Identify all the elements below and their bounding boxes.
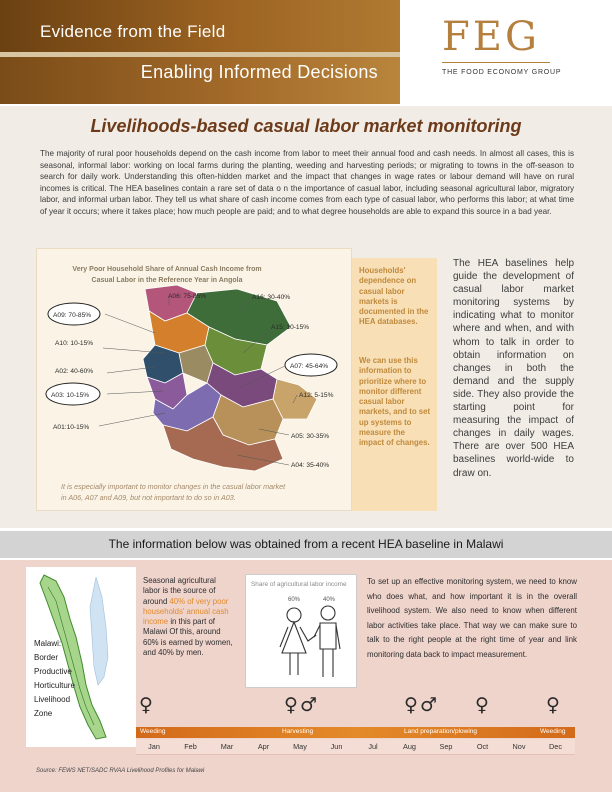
month-label: Feb (184, 742, 197, 751)
female-icon: ♀ (139, 694, 153, 716)
label-a02: A02: 40-60% (55, 368, 94, 375)
activity-bar (136, 727, 575, 738)
logo-subtitle: THE FOOD ECONOMY GROUP (442, 69, 562, 76)
activity-harvesting: Harvesting (282, 728, 314, 735)
hea-baselines-text: The HEA baselines help guide the development of casual labor market monitoring systems by indicating what to monitor where and when, and with whom to talk in order to obtain information on changes in both the demand and the supply side. They also provide the starting point for measuring the impact of changes in daily wages. There are over 500 HEA baselines world-wide to draw on. (453, 258, 574, 479)
map-caption-line-2: in A06, A07 and A09, but not important to do so in A03. (61, 493, 236, 502)
man-figure-torso (320, 623, 336, 649)
header-banner (0, 0, 400, 104)
logo-rule (442, 62, 550, 63)
malawi-label-3: Productive (34, 667, 72, 676)
map-title-line-2: Casual Labor in the Reference Year in Angola (91, 277, 243, 284)
woman-figure-head (287, 608, 301, 622)
female-icon: ♀ (475, 694, 489, 716)
female-icon: ♀ (284, 694, 298, 716)
malawi-label-4: Horticulture (34, 681, 75, 690)
intro-paragraph: The majority of rural poor households depend on the cash income from labor to meet their annual food and cash needs. In almost all cases, this is seasonal, informal labor: working on local farms during the planting, weeding and harvesting periods; or migrating to towns in the off-season to search for daily work. Understanding this often-hidden market and the impact that changes in wage rates or labour demand will have on rural incomes is critical. The HEA baselines contain a rare set of data o n the importance of casual labor, including seasonal agricultural labor, migratory labor, and informal urban labor. They tell us what share of cash income comes from each type of casual labor, who performs this labor; at what time of year it occurs; where it takes place; how much people are paid; and to what degree households are able to expand this source in a bad year. (40, 149, 574, 216)
logo-wordmark: FEG (442, 14, 540, 60)
map-caption (61, 481, 341, 503)
label-a09: A09: 70-85% (53, 312, 92, 319)
seasonal-text-a: Seasonal agricultural labor is the source of around (143, 576, 216, 606)
header-tagline-2: Enabling Informed Decisions (140, 62, 378, 82)
male-icon: ♂ (300, 694, 318, 716)
month-label: Oct (476, 742, 489, 751)
activity-land-preparation: Land preparation/plowing (404, 728, 477, 735)
map-caption-line-1: It is especially important to monitor changes in the casual labor market (61, 482, 286, 491)
label-a04: A04: 35-40% (291, 462, 330, 469)
labor-share-chart (245, 574, 357, 688)
label-a07: A07: 45-64% (290, 363, 329, 370)
month-label: Jan (148, 742, 160, 751)
month-label: Aug (403, 742, 416, 751)
male-icon: ♂ (420, 694, 438, 716)
seasonal-labor-text (143, 576, 235, 658)
page-header (0, 0, 612, 104)
share-men-percent: 40% (323, 597, 336, 603)
side-note-paragraph-2: We can use this information to prioritize where to monitor different casual labor markets, and to set up systems to measure the impact of changes. (359, 356, 431, 448)
malawi-label-2: Border (34, 653, 59, 662)
activity-weeding: Weeding (140, 728, 166, 735)
angola-map (37, 249, 353, 512)
label-a06: A06: 75-85% (168, 293, 207, 300)
man-figure-head (321, 606, 335, 620)
month-label: Apr (257, 742, 270, 751)
source-note: Source: FEWS NET/SADC RVAA Livelihood Profiles for Malawi (36, 768, 205, 774)
label-a10: A10: 10-15% (55, 340, 94, 347)
man-figure-legs (323, 649, 333, 677)
malawi-label-6: Zone (34, 709, 53, 718)
page-title: Livelihoods-based casual labor market monitoring (90, 116, 522, 136)
seasonal-text-b: in this part of Malawi Of this, around 60% is earned by women, and 40% by men. (143, 617, 233, 658)
feg-logo (442, 14, 592, 84)
seasonal-highlight: 40% of very poor households' annual cash income (143, 596, 229, 627)
malawi-label-5: Livelihood (34, 695, 71, 704)
malawi-label-1: Malawi: (34, 639, 62, 648)
label-a16: A16: 30-40% (252, 294, 291, 301)
side-note-box (352, 258, 437, 511)
label-a05: A05: 30-35% (291, 433, 330, 440)
seasonal-calendar (136, 727, 575, 755)
month-label: May (293, 742, 307, 751)
woman-figure-legs (290, 653, 298, 675)
gender-symbols-row (0, 694, 612, 724)
month-label: Jun (330, 742, 343, 751)
share-women-percent: 60% (288, 597, 301, 603)
header-tagline-1: Evidence from the Field (40, 22, 226, 41)
month-label: Nov (512, 742, 526, 751)
month-label: Sep (439, 742, 453, 751)
share-chart-title: Share of agricultural labor income (251, 581, 347, 588)
malawi-banner-text: The information below was obtained from a recent HEA baseline in Malawi (108, 537, 504, 551)
woman-figure-dress (282, 622, 306, 653)
label-a12: A12: 5-15% (299, 392, 334, 399)
map-title-line-1: Very Poor Household Share of Annual Cash Income from (72, 266, 262, 273)
side-note-paragraph-1: Households' dependence on casual labor markets is documented in the HEA databases. (359, 266, 429, 327)
label-a15: A15: 10-15% (271, 324, 310, 331)
activity-weeding-late: Weeding (540, 728, 566, 735)
label-a03: A03: 10-15% (51, 392, 90, 399)
month-label: Dec (549, 742, 562, 751)
month-label: Jul (368, 742, 378, 751)
female-icon: ♀ (546, 694, 560, 716)
month-row (136, 739, 575, 755)
month-label: Mar (220, 742, 234, 751)
label-a01: A01:10-15% (53, 424, 90, 431)
female-icon: ♀ (404, 694, 418, 716)
monitoring-system-text: To set up an effective monitoring system, we need to know who does what, and how important it is in the overall livelihood system. We also need to know when different labor activities take place. That way we can make sure to talk to the right people at the right time of year and link monitoring data back to impact measurement. (367, 577, 577, 659)
couple-figures (246, 575, 358, 689)
angola-map-card (36, 248, 352, 511)
